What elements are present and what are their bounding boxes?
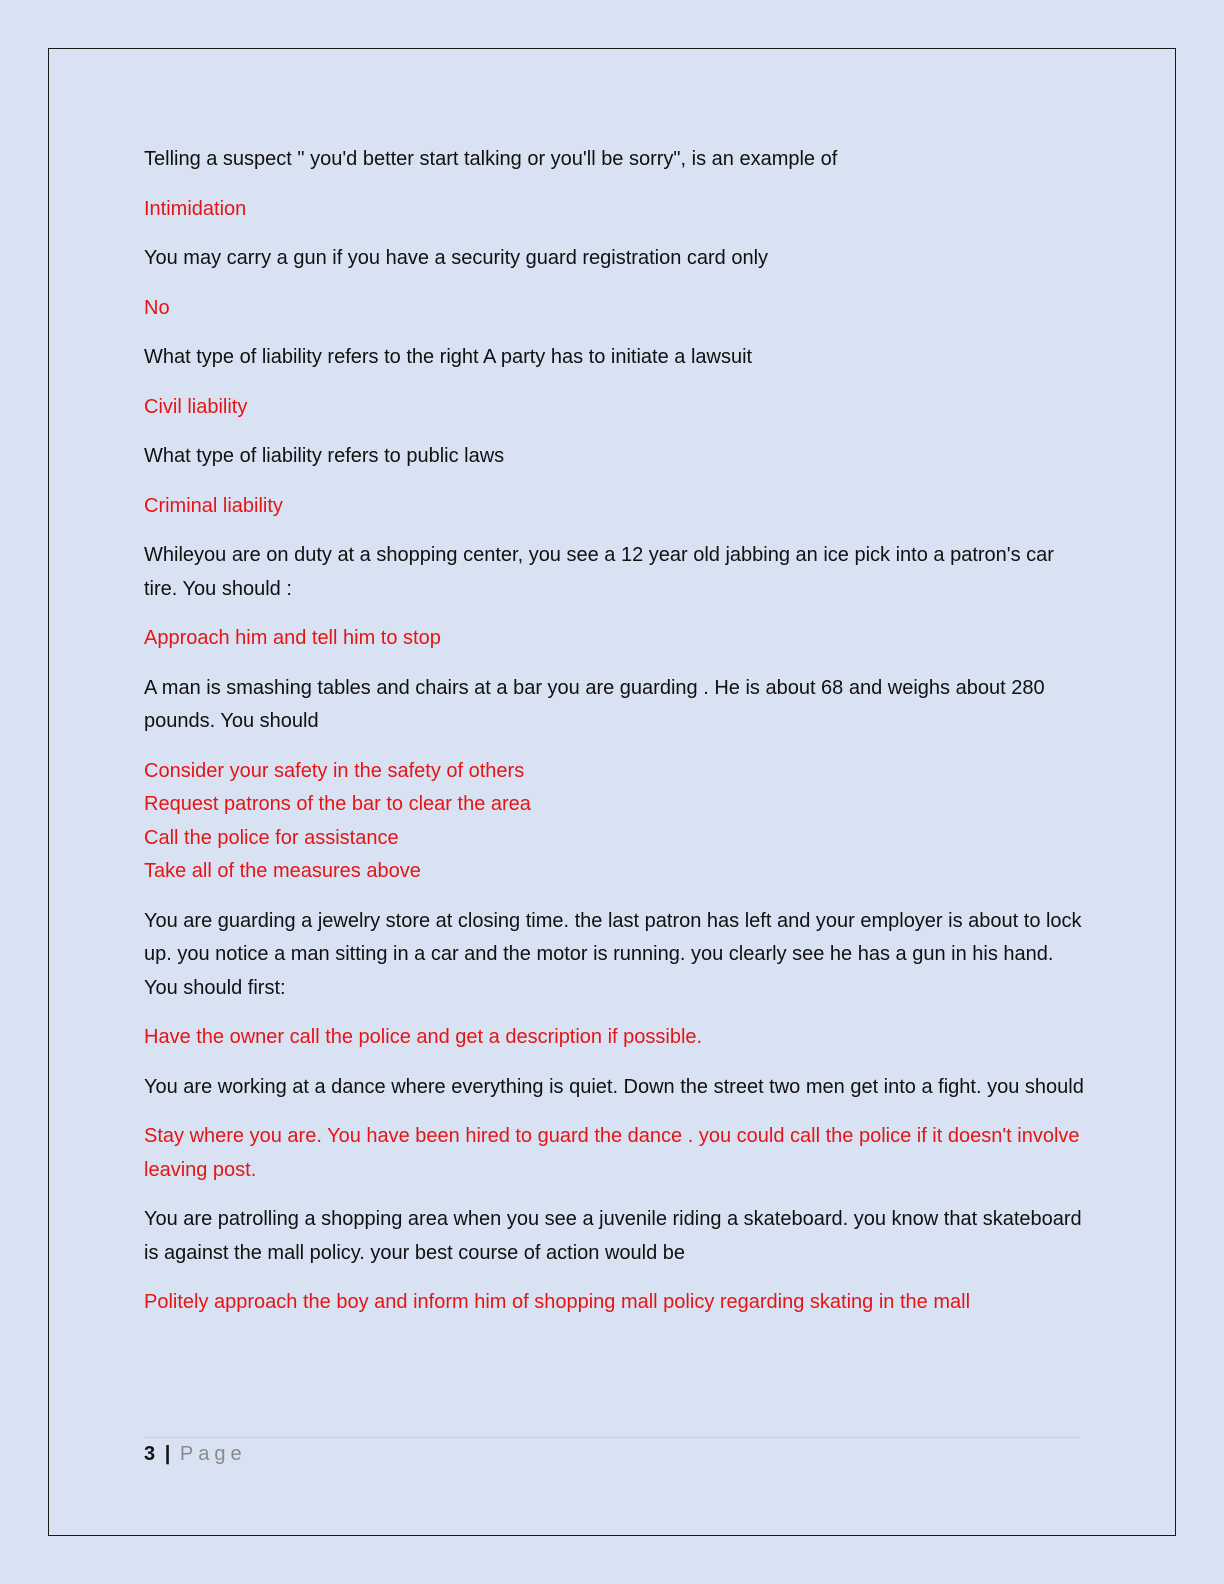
- question-text: Telling a suspect " you'd better start talking or you'll be sorry", is an example of: [144, 148, 838, 170]
- answer-list: [144, 755, 1084, 889]
- answer-text: Request patrons of the bar to clear the area: [144, 793, 531, 815]
- answer-text: Civil liability: [144, 395, 248, 418]
- question-text: A man is smashing tables and chairs at a bar you are guarding . He is about 68 and weighs about 280 pounds. You should: [144, 676, 1045, 732]
- answer-text: Politely approach the boy and inform him of shopping mall policy regarding skating in the mall: [144, 1291, 971, 1313]
- footer-divider: [144, 1437, 1080, 1438]
- question-text: You are working at a dance where everything is quiet. Down the street two men get into a fight. you should: [144, 1075, 1084, 1098]
- answer-text: No: [144, 296, 170, 319]
- page-number: 3: [144, 1443, 156, 1465]
- answer-text: Have the owner call the police and get a description if possible.: [144, 1026, 703, 1048]
- question-text: You may carry a gun if you have a security guard registration card only: [144, 247, 769, 269]
- question-text: You are guarding a jewelry store at closing time. the last patron has left and your employer is about to lock up. you notice a man sitting in a car and the motor is running. you clearly see he has a gun in his hand. You should first:: [144, 909, 1082, 999]
- question-text: What type of liability refers to the right A party has to initiate a lawsuit: [144, 346, 753, 368]
- answer-text: Intimidation: [144, 197, 247, 220]
- answer-text: Stay where you are. You have been hired to guard the dance . you could call the police if it doesn't involve leaving post.: [144, 1125, 1080, 1181]
- answer-text: Call the police for assistance: [144, 826, 399, 849]
- page-label: Page: [179, 1443, 247, 1465]
- document-body: [144, 143, 1084, 1336]
- question-text: You are patrolling a shopping area when you see a juvenile riding a skateboard. you know that skateboard is against the mall policy. your best course of action would be: [144, 1208, 1082, 1264]
- question-text: What type of liability refers to public laws: [144, 445, 505, 467]
- footer-separator: |: [164, 1443, 171, 1465]
- question-text: Whileyou are on duty at a shopping center, you see a 12 year old jabbing an ice pick into a patron's car tire. You should :: [144, 544, 1054, 600]
- answer-text: Consider your safety in the safety of others: [144, 759, 525, 782]
- answer-text: Approach him and tell him to stop: [144, 627, 441, 649]
- page-footer: [144, 1440, 247, 1468]
- answer-text: Take all of the measures above: [144, 860, 421, 882]
- answer-text: Criminal liability: [144, 494, 283, 517]
